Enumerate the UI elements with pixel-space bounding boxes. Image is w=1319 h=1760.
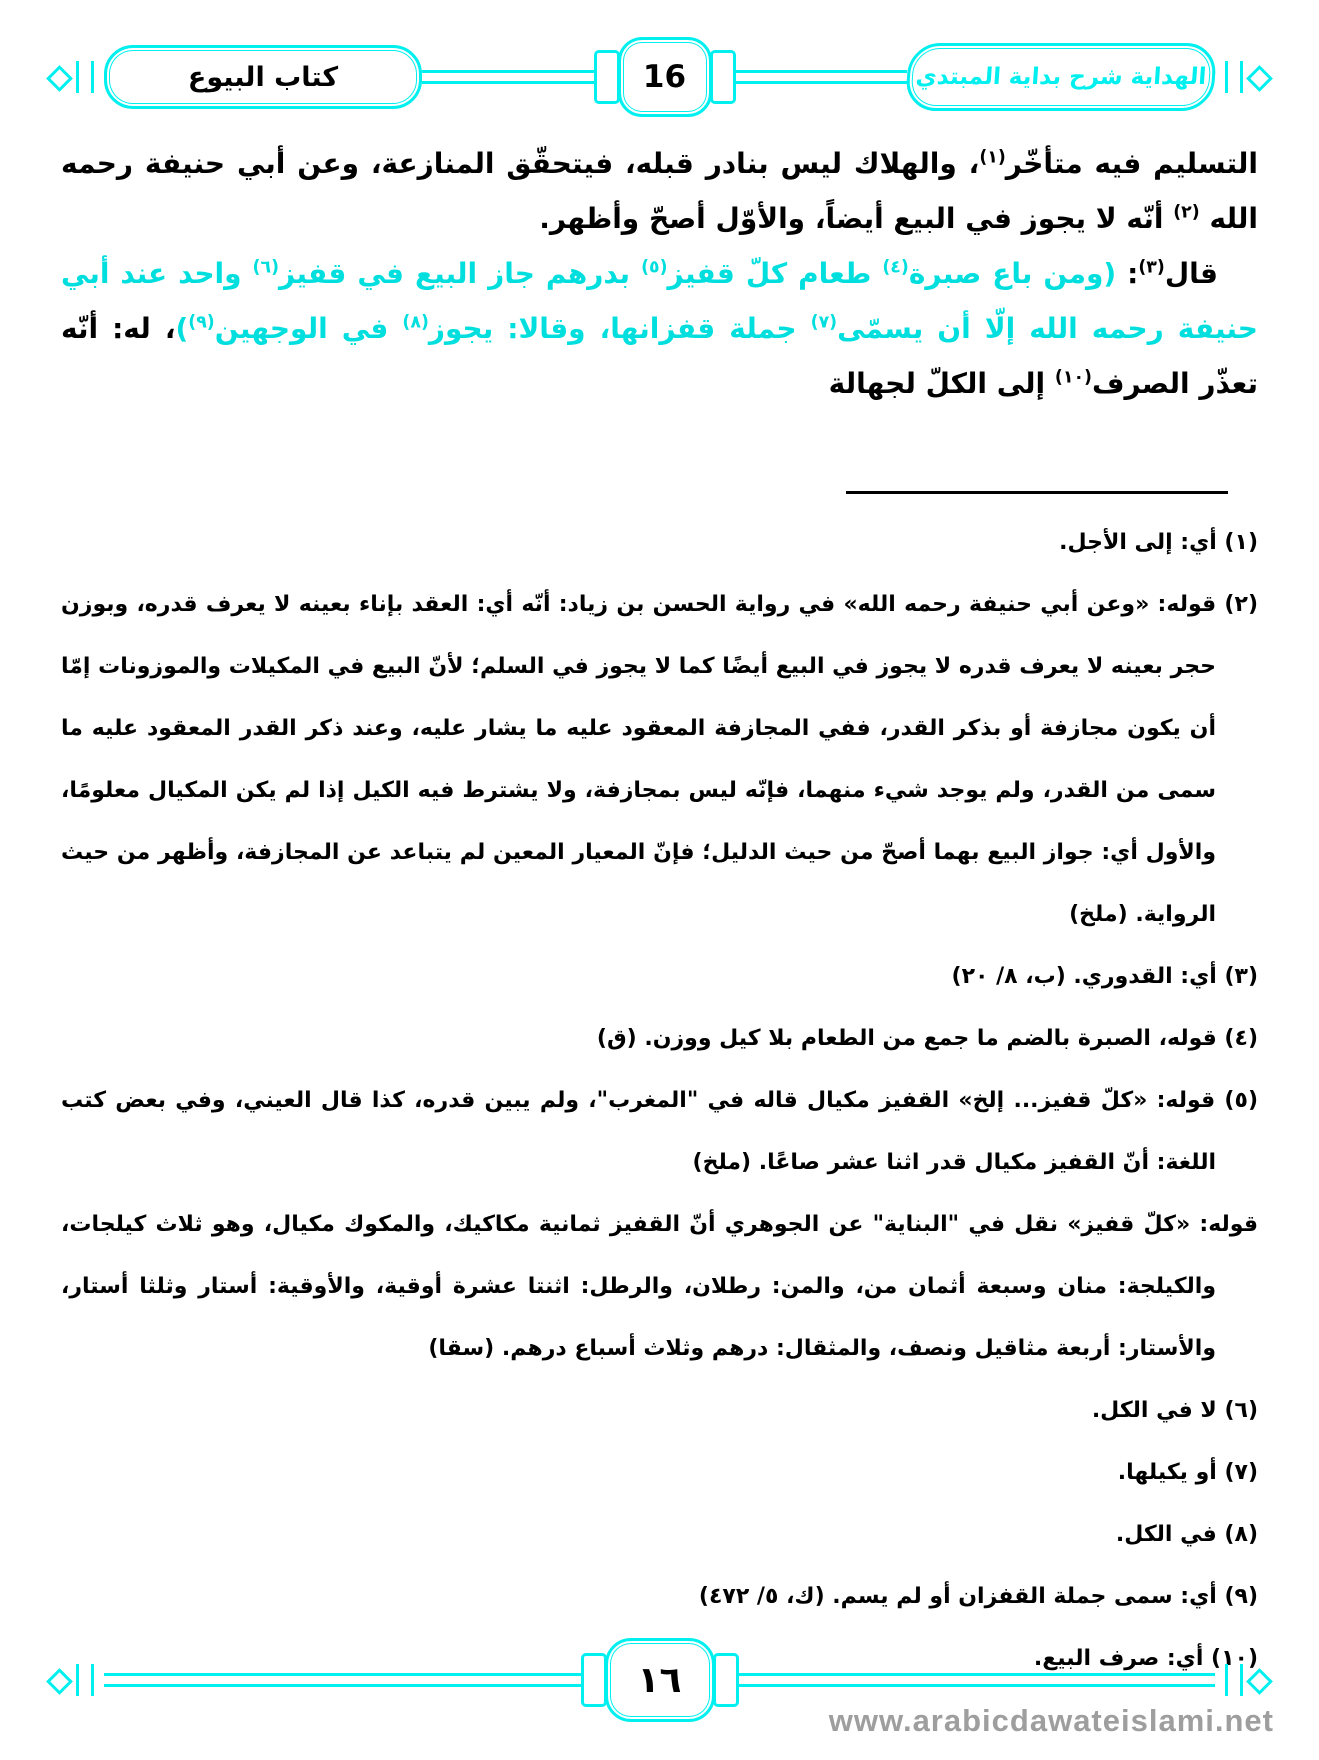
matn-paragraph-1: التسليم فيه متأخّر$^{(١)}$، والهلاك ليس بنادر قبله، فيتحقّق المنازعة، وعن أبي حنيفة رحمه الله $^{(٢)}$ أنّه لا يجوز في البيع أيضاً، والأوّل أصحّ وأظهر. — [61, 147, 1258, 235]
footnotes-section — [61, 512, 1258, 1690]
footnote-item: (٦) لا في الكل. — [1091, 1398, 1258, 1423]
header-rule-right — [734, 70, 908, 84]
page-header — [48, 44, 1271, 110]
footnote-item: (٥) قوله: «كلّ قفيز... إلخ» القفيز مكيال قاله في "المغرب"، ولم يبين قدره، كذا قال العيني، وفي بعض كتب اللغة: أنّ القفيز مكيال قدر اثنا عشر صاعًا. (ملخ) — [61, 1088, 1258, 1175]
section-title: كتاب البيوع — [187, 61, 339, 93]
watermark-url: www.arabicdawateislami.net — [828, 1703, 1274, 1738]
header-rule-left — [422, 70, 596, 84]
footnote-item: (٣) أي: القدوري. (ب، ٨/ ٢٠) — [951, 964, 1258, 989]
matn-paragraph-2 — [61, 246, 1258, 411]
matn-segment: قال$^{(٣)}$: — [1116, 257, 1218, 290]
footnote-item: (٩) أي: سمى جملة القفزان أو لم يسم. (ك، ٥/ ٤٧٢) — [698, 1584, 1258, 1609]
footnote-item: قوله: «كلّ قفيز» نقل في "البناية" عن الجوهري أنّ القفيز ثمانية مكاكيك، والمكوك مكيال، وهو ثلاث كيلجات، والكيلجة: منان وسبعة أثمان من، والمن: رطلان، والرطل: اثنتا عشرة أوقية، والأوقية: أستار وثلثا أستار، والأستار: أربعة مثاقيل ونصف، والمثقال: درهم وثلاث أسباع درهم. (سقا) — [61, 1212, 1258, 1361]
footnote-item: (١٠) أي: صرف البيع. — [1033, 1646, 1258, 1671]
book-logo-calligraphy: الهداية شرح بداية المبتدي — [914, 64, 1208, 90]
footnote-item: (٢) قوله: «وعن أبي حنيفة رحمه الله» في رواية الحسن بن زياد: أنّه أي: العقد بإناء بعينه لا يعرف قدره، وبوزن حجر بعينه لا يعرف قدره لا يجوز في البيع أيضًا كما لا يجوز في السلم؛ لأنّ البيع في المكيلات والموزونات إمّا أن يكون مجازفة أو بذكر القدر، ففي المجازفة المعقود عليه ما يشار عليه، وعند ذكر القدر المعقود عليه ما سمى من القدر، ولم يوجد شيء منهما، فإنّه ليس بمجازفة، ولا يشترط فيه الكيل إذا لم يكن المكيال معلومًا، والأول أي: جواز البيع بهما أصحّ من حيث الدليل؛ فإنّ المعيار المعين لم يتباعد عن المجازفة، وأظهر من حيث الرواية. (ملخ) — [61, 592, 1258, 927]
footnote-item: (٨) في الكل. — [1115, 1522, 1258, 1547]
header-right-finial-icon — [1215, 52, 1271, 102]
footer-right-finial-icon — [1215, 1655, 1271, 1705]
footer-page-number: ١٦ — [637, 1659, 682, 1701]
book-logo-cartouche — [905, 43, 1218, 111]
footnote-item: (٧) أو يكيلها. — [1117, 1460, 1258, 1485]
footer-left-finial-icon — [48, 1655, 104, 1705]
header-page-number: 16 — [642, 59, 687, 95]
header-left-finial-icon — [48, 52, 104, 102]
footer-connector-ornament-icon — [713, 1653, 739, 1707]
footnote-item: (٤) قوله، الصبرة بالضم ما جمع من الطعام بلا كيل ووزن. (ق) — [596, 1026, 1258, 1051]
matn-segment: (ومن باع صبرة$^{(٤)}$ طعام كلّ قفيز$^{(٥)}$ بدرهم جاز البيع في قفيز$^{(٦)}$ واحد عند أبي حنيفة رحمه الله إلّا أن يسمّى$^{(٧)}$ جملة قفزانها، وقالا: يجوز$^{(٨)}$ في الوجهين$^{(٩)}$) — [61, 257, 1258, 345]
footnote-separator — [846, 491, 1228, 494]
header-connector-ornament-icon — [710, 50, 736, 104]
header-page-number-cartouche — [618, 37, 712, 117]
footer-connector-ornament-icon — [581, 1653, 607, 1707]
header-connector-ornament-icon — [594, 50, 620, 104]
section-title-cartouche — [104, 45, 422, 109]
footer-page-number-cartouche — [605, 1638, 715, 1722]
footer-rule-right — [737, 1673, 1216, 1687]
matn-segment: ، له: أنّه تعذّر الصرف$^{(١٠)}$ إلى الكلّ لجهالة — [61, 312, 1258, 400]
footer-rule-left — [104, 1673, 583, 1687]
footnote-item: (١) أي: إلى الأجل. — [1059, 530, 1258, 555]
page-body — [61, 136, 1258, 1690]
